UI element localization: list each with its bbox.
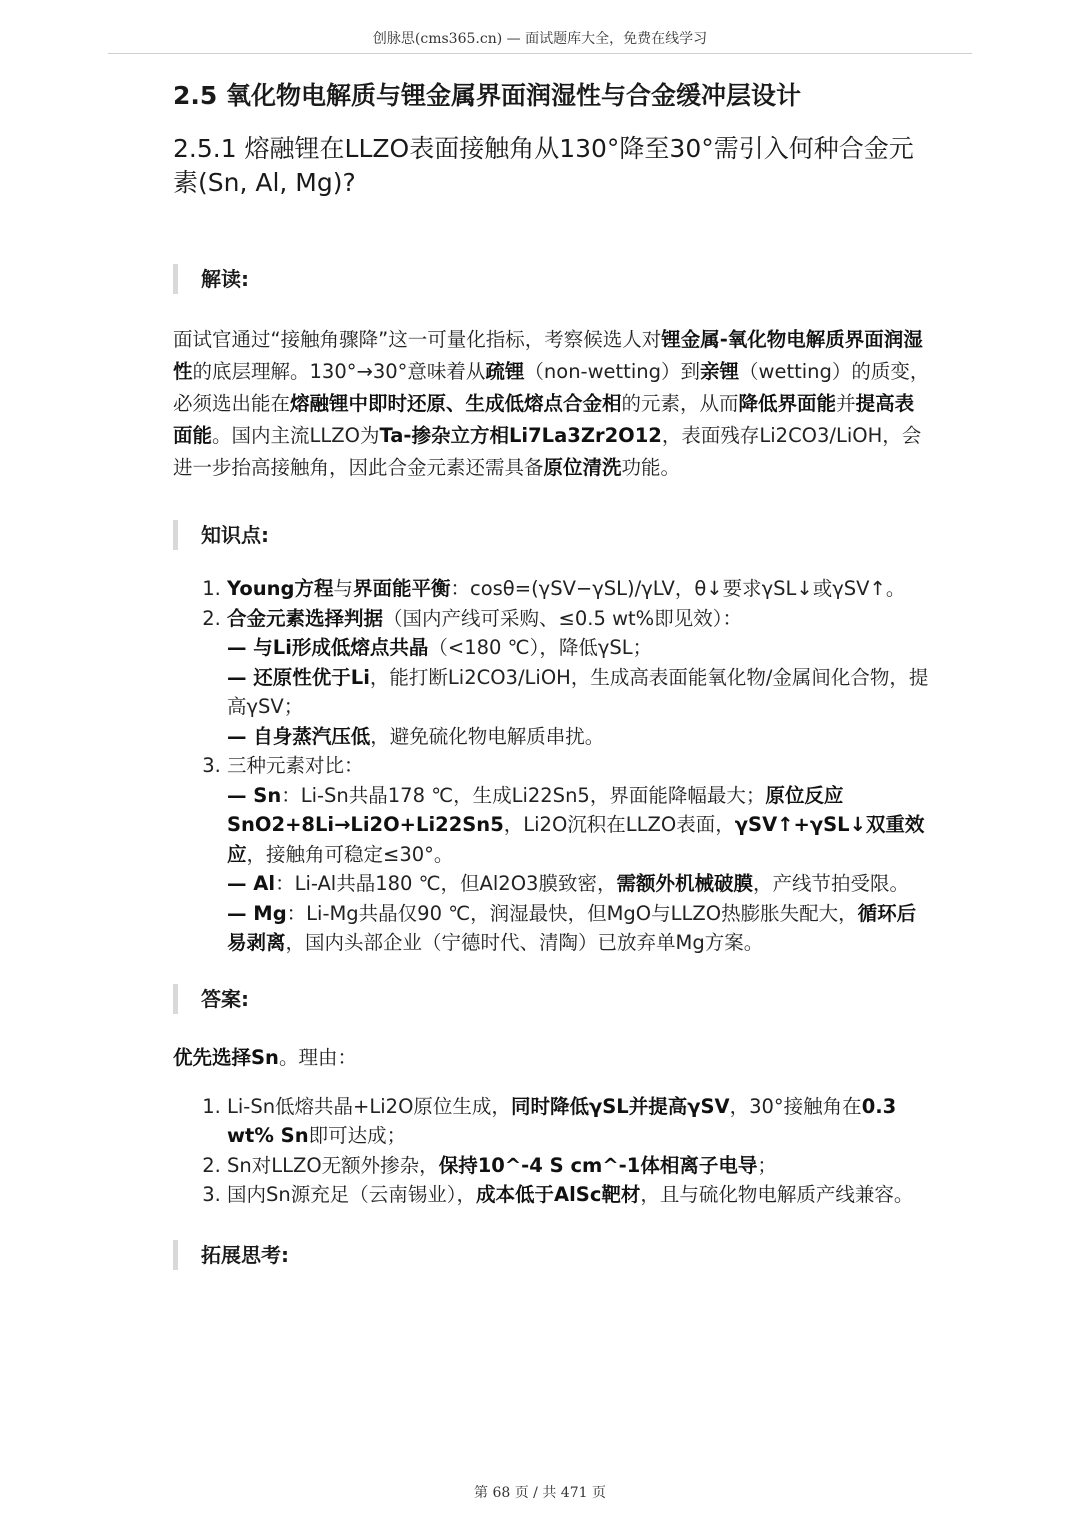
bold-text: 原位反应SnO2+8Li→Li2O+Li22Sn5 — [227, 783, 844, 836]
bold-text: 0.3 wt% Sn — [227, 1094, 897, 1147]
text-run: ，Li2O沉积在LLZO表面， — [503, 813, 735, 836]
list-line — [227, 781, 933, 870]
bold-text: 亲锂 — [699, 360, 739, 383]
page-header: 创脉思(cms365.cn) — 面试题库大全，免费在线学习 — [372, 31, 708, 47]
text-run: （non-wetting）到 — [524, 360, 700, 383]
text-run: 。理由： — [278, 1045, 357, 1069]
bold-text: Young方程 — [227, 577, 334, 600]
text-run: Li-Sn低熔共晶+Li2O原位生成， — [227, 1094, 511, 1118]
bold-text: 锂金属-氧化物电解质界面润湿性 — [173, 328, 923, 383]
bold-text: 成本低于AlSc靶材 — [476, 1183, 641, 1206]
bold-text: 保持10^-4 S cm^-1体相离子电导 — [438, 1153, 758, 1177]
answer-item-2 — [227, 1151, 933, 1181]
text-run: 国内Sn源充足（云南锡业）， — [227, 1183, 476, 1206]
text-run: 三种元素对比： — [227, 754, 364, 777]
bold-text: — Sn — [227, 783, 282, 807]
bold-text: — 与Li形成低熔点共晶 — [227, 636, 429, 659]
bold-text: 疏锂 — [485, 360, 525, 383]
subsection-title: 2.5.1 熔融锂在LLZO表面接触角从130°降至30°需引入何种合金元素(Sn, Al, Mg)? — [173, 134, 914, 197]
list-line — [227, 604, 933, 634]
list-line — [227, 869, 933, 899]
bold-text: 同时降低γSL并提高γSV — [510, 1094, 730, 1118]
text-run: （<180 ℃），降低γSL； — [428, 636, 653, 659]
bold-text: 优先选择Sn — [173, 1045, 279, 1069]
text-run: 的底层理解。130°→30°意味着从 — [192, 360, 486, 383]
list-line — [227, 722, 933, 752]
bold-text: 需额外机械破膜 — [616, 872, 753, 895]
text-run: 与 — [333, 577, 353, 600]
text-run: ：cosθ=(γSV−γSL)/γLV，θ↓要求γSL↓或γSV↑。 — [450, 577, 906, 600]
text-run: 功能。 — [621, 456, 681, 479]
text-run: ，避免硫化物电解质串扰。 — [370, 724, 605, 748]
section-title: 2.5 氧化物电解质与锂金属界面润湿性与合金缓冲层设计 — [173, 81, 801, 110]
interpretation-paragraph — [173, 324, 933, 484]
knowledge-item-criteria — [227, 604, 933, 752]
page-footer: 第 68 页 / 共 471 页 — [474, 1485, 606, 1501]
bold-text: 循环后易剥离 — [227, 901, 917, 954]
bold-text: 提高表面能 — [173, 392, 915, 447]
text-run: ，且与硫化物电解质产线兼容。 — [640, 1183, 914, 1206]
page-content — [173, 78, 933, 1270]
answer-item-3 — [227, 1180, 933, 1210]
list-line — [227, 574, 933, 604]
text-run: ，国内头部企业（宁德时代、清陶）已放弃单Mg方案。 — [285, 931, 764, 954]
knowledge-item-young — [227, 574, 933, 604]
text-run: ，30°接触角在 — [729, 1094, 862, 1118]
extension-heading: 拓展思考: — [173, 1240, 933, 1270]
text-run: ，接触角可稳定≤30°。 — [246, 842, 454, 866]
answer-item-1 — [227, 1092, 933, 1151]
interpretation-heading: 解读: — [173, 264, 933, 294]
answer-lead — [173, 1042, 933, 1074]
text-run: 并 — [836, 392, 856, 415]
text-run: 的元素，从而 — [621, 392, 739, 415]
list-line — [227, 663, 933, 722]
text-run: （wetting）的质变，必须选出能在 — [173, 360, 930, 415]
text-run: Sn对LLZO无额外掺杂， — [227, 1153, 439, 1177]
text-run: ：Li-Sn共晶178 ℃，生成Li22Sn5，界面能降幅最大； — [281, 783, 766, 807]
bold-text: — 还原性优于Li — [227, 665, 370, 689]
bold-text: — Al — [227, 872, 276, 895]
answer-list — [173, 1092, 933, 1210]
bold-text: 原位清洗 — [543, 456, 622, 479]
answer-heading: 答案: — [173, 984, 933, 1014]
text-run: （国内产线可采购、≤0.5 wt%即见效）： — [383, 606, 742, 630]
bold-text: Ta-掺杂立方相Li7La3Zr2O12 — [379, 424, 662, 447]
text-run: ，能打断Li2CO3/LiOH，生成高表面能氧化物/金属间化合物，提高γSV； — [227, 665, 929, 718]
text-run: ； — [757, 1153, 777, 1177]
bold-text: 降低界面能 — [738, 392, 837, 415]
text-run: ，表面残存Li2CO3/LiOH，会进一步抬高接触角，因此合金元素还需具备 — [173, 424, 922, 479]
text-run: ，产线节拍受限。 — [752, 872, 909, 895]
text-run: ：Li-Al共晶180 ℃，但Al2O3膜致密， — [275, 872, 617, 895]
bold-text: 界面能平衡 — [352, 577, 451, 600]
list-line — [227, 633, 933, 663]
bold-text: — Mg — [227, 901, 287, 925]
text-run: ：Li-Mg共晶仅90 ℃，润湿最快，但MgO与LLZO热膨胀失配大， — [286, 901, 858, 925]
bold-text: — 自身蒸汽压低 — [227, 724, 371, 748]
bold-text: 合金元素选择判据 — [227, 606, 384, 630]
text-run: 。国内主流LLZO为 — [212, 424, 380, 447]
knowledge-heading: 知识点: — [173, 520, 933, 550]
text-run: 面试官通过“接触角骤降”这一可量化指标，考察候选人对 — [173, 328, 662, 351]
list-line — [227, 751, 933, 781]
knowledge-item-comparison — [227, 751, 933, 958]
header-divider — [108, 53, 972, 54]
bold-text: 熔融锂中即时还原、生成低熔点合金相 — [290, 392, 622, 415]
text-run: 即可达成； — [308, 1124, 407, 1147]
knowledge-list — [173, 574, 933, 958]
bold-text: γSV↑+γSL↓双重效应 — [227, 813, 925, 866]
list-line — [227, 899, 933, 958]
